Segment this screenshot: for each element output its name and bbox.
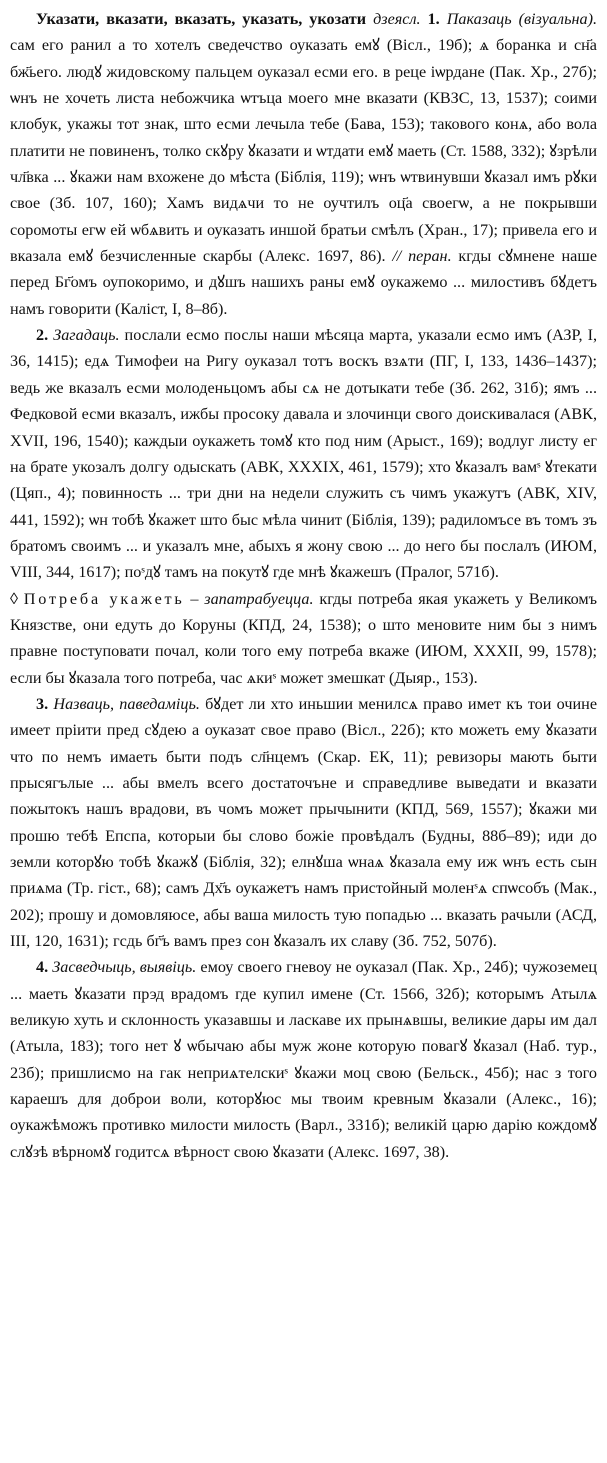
- entry-paragraph-sense-4: [10, 954, 597, 1165]
- sense-number-2: 2.: [36, 326, 49, 345]
- sense-number-3: 3.: [36, 694, 49, 713]
- phrase-citations: кгды потреба якая укажеть у Великомъ Князстве, они едуть до Коруны (КПД, 24, 1538); о што меновите ним бы з нимъ правне поступовати почал, коли того ему потреба вкаже (ИЮМ, XXXII, 99, 1578); если бы ꙋказала того потреба, час ѧкиˢ может змешкат (Дыяр., 153).: [10, 589, 598, 687]
- part-of-speech: дзеясл.: [373, 10, 421, 28]
- sense-definition-2: Загадаць.: [53, 326, 120, 345]
- sense-citations-1: сам его ранил а то хотелъ сведечство оуказать емꙋ (Вісл., 19б); ѧ боранка и сн҃а бж҃ьего. людꙋ жидовскому пальцем оуказал есми его. в реце іѡрдане (Пак. Хр., 27б); ѡнъ не хочеть листа небожчика ѡтъца моего мне вказати (КВЗС, 13, 1537); соими клобук, укажы тот знак, што есми лечыла тебе (Бава, 153); такового конѧ, або вола платити не повиненъ, толко скꙋру ꙋказати и ѡтдати емꙋ маеть (Ст. 1588, 332); ꙋзрѣли чл҃вка ... ꙋкажи нам вхожене до мѣста (Біблія, 119); ѡнъ ѡтвинувши ꙋказал имъ рꙋки свое (Зб. 107, 160); Хамъ видѧчи то не оучтилъ оц҃а своегѡ, а не покрывши соромоты егѡ ей ѡбѧвить и оуказать иншой братьи смѣлъ (Хран., 17); привела его и вказала емꙋ безчисленные скарбы (Алекс. 1697, 86).: [10, 36, 597, 266]
- sense-definition-1: Паказаць (візуальна).: [446, 10, 598, 28]
- phrase-dash: –: [190, 589, 199, 608]
- phrase-headword: Потреба укажеть: [23, 589, 185, 608]
- sense-citations-4: емоу своего гневоу не оуказал (Пак. Хр., 24б); чужоземец ... маеть ꙋказати прэд врадомъ где купил имене (Ст. 1566, 32б); которымъ Атылѧ великую хуть и склонность указавшы и ласкаве их прынѧвшы, великие дары им дал (Атыла, 183); того нет ꙋ ѡбычаю абы муж жоне которую повагꙋ ꙋказал (Наб. тур., 23б); пришлисмо на гак неприѧтелскиˢ ꙋкажи моц свою (Бельск., 45б); нас з того караешъ для доброи воли, которꙋюс мы твоим кревным ꙋказали (Алекс., 16); оукажѣможъ противко милости милость (Варл., 331б); великій царю дарію кождомꙋ слꙋзѣ вѣрномꙋ годитсѧ вѣрност свою ꙋказати (Алекс. 1697, 38).: [10, 958, 598, 1161]
- sense-definition-4: Засведчыць, выявіць.: [52, 958, 197, 977]
- phrase-marker: ◊: [10, 589, 18, 608]
- figurative-label: // перан.: [392, 247, 452, 266]
- sense-definition-3: Назваць, паведаміць.: [53, 694, 200, 713]
- entry-paragraph-sense-2: [10, 322, 597, 691]
- entry-paragraph-sense-3: [10, 691, 597, 954]
- sense-number-1: 1.: [427, 10, 440, 28]
- sense-citations-2: послали есмо послы наши мѣсяца марта, указали есмо имъ (АЗР, І, 36, 1415); едѧ Тимофеи на Ригу оуказал тотъ воскъ взѧти (ПГ, І, 133, 1436–1437); ведь же вказалъ есми молоденьцомъ абы сѧ не дотыкати тебе (Зб. 262, 31б); ямъ ... Федковой есми вказалъ, ижбы просоку давала и злочинци свого доискивалася (АВК, XVII, 196, 1540); каждыи оукажеть томꙋ кто под ним (Арыст., 169); водлуг листу ег на брате укозалъ долгу одыскать (АВК, XXXIX, 461, 1579); хто ꙋказалъ вамˢ ꙋтекати (Цяп., 4); повинность ... три дни на недели служить съ чимъ укажутъ (АВК, XIV, 441, 1592); ѡн тобѣ ꙋкажет што быс мѣла чинит (Біблія, 139); радиломъсе въ томъ зъ братомъ своимъ ... и указалъ мне, абыхъ я жону свою ... до него бы послалъ (ИЮМ, VIII, 344, 1617); поˢдꙋ тамъ на покутꙋ где мнѣ ꙋкажешъ (Пралог, 571б).: [10, 326, 598, 582]
- sense-number-4: 4.: [36, 958, 49, 977]
- sense-citations-3: бꙋдет ли хто иньшии менилсѧ право имет къ тои очине имеет пріити пред сꙋдею а оуказат свое право (Вісл., 22б); кто можеть ему ꙋказати что по немъ имаеть быти подъ сл҃нцемъ (Скар. ЕК, 11); ревизоры мають быти прысягълые ... абы вмелъ всего достаточъне и справедливе выведати и вказати пожытокъ нашъ врадови, въ чомъ может прычынити (КПД, 569, 1557); ꙋкажи ми прошю тебѣ Епспа, которыи бы слово божіе провѣдалъ (Будны, 88б–89); иди до земли которꙋю тобѣ ꙋкажꙋ (Біблія, 32); елнꙋша ѡнаѧ ꙋказала ему иж ѡнъ есть сын приѧма (Тр. гіст., 68); самъ Дх҃ъ оукажетъ намъ пристойный моленˢѧ спѡсобъ (Мак., 202); прошу и домовляюсе, абы ваша милость тую попадью ... вказать рачыли (АСД, ІІІ, 120, 1631); гсдь бг҃ъ вамъ през сон ꙋказалъ их славу (Зб. 752, 507б).: [10, 694, 598, 951]
- phrase-definition: запатрабуецца.: [204, 589, 314, 608]
- entry-paragraph-sense-1: [10, 6, 597, 322]
- entry-headword: Указати, вказати, вказать, указать, укозати: [36, 10, 367, 28]
- figurative-citations: кгды сꙋмнене наше перед Бг҃омъ оупокоримо, и дꙋшъ нашихъ раны емꙋ оукажемо ... милостивъ бꙋдетъ намъ говорити (Каліст, І, 8–8б).: [10, 247, 598, 318]
